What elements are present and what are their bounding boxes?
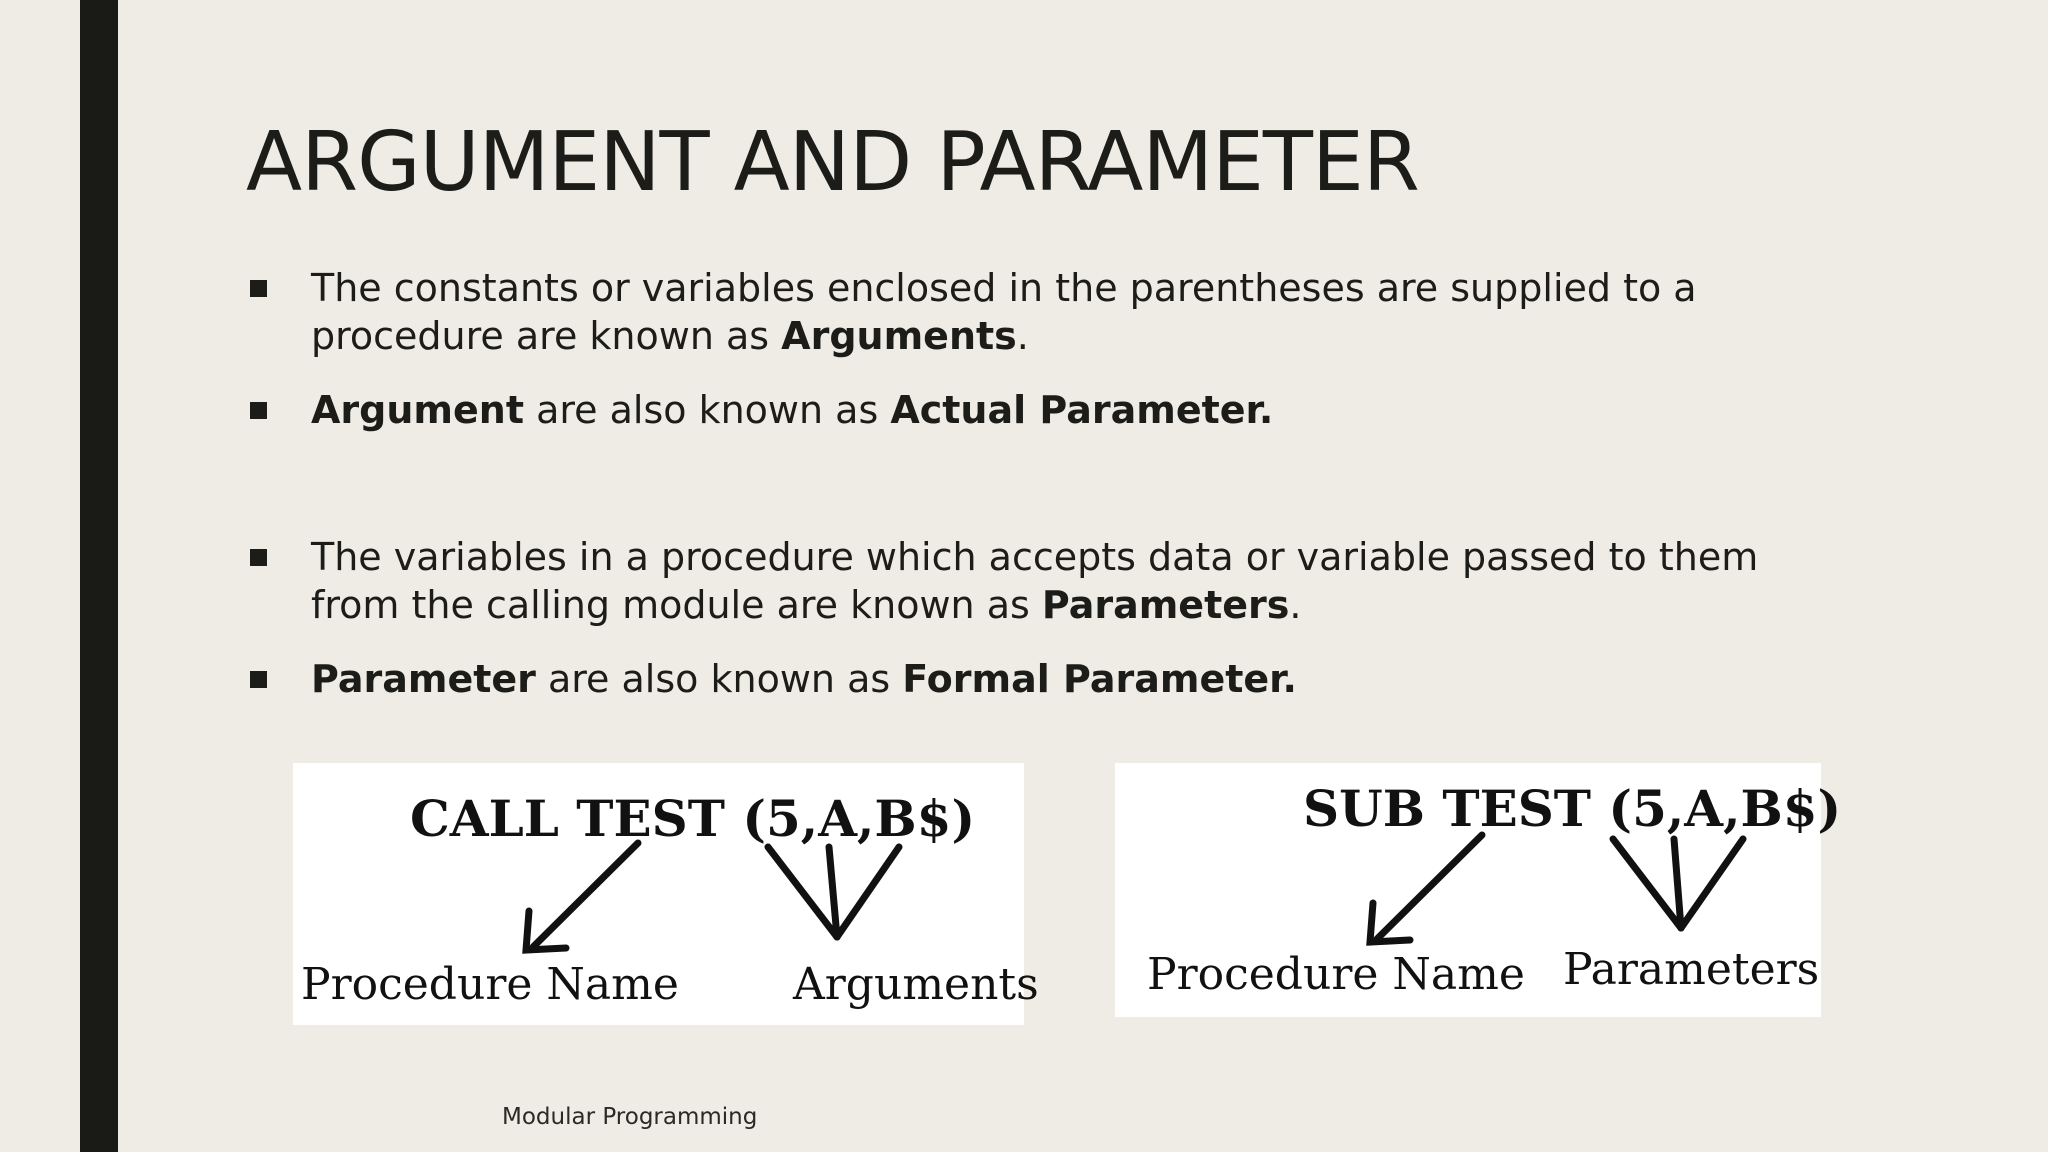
square-bullet-icon xyxy=(250,402,267,419)
bullet-text: Parameter are also known as Formal Parameter. xyxy=(311,657,1297,701)
bullet-text: The variables in a procedure which accepts data or variable passed to them from the calling module are known as Parameters. xyxy=(311,535,1759,627)
slide-side-bar xyxy=(80,0,118,1152)
arguments-label: Arguments xyxy=(793,959,1039,1010)
slide-title: ARGUMENT AND PARAMETER xyxy=(246,115,1419,210)
parameters-label: Parameters xyxy=(1563,944,1820,995)
square-bullet-icon xyxy=(250,549,267,566)
bullet-text: The constants or variables enclosed in the parentheses are supplied to a procedure are known as Arguments. xyxy=(311,266,1697,358)
square-bullet-icon xyxy=(250,280,267,297)
call-statement-diagram xyxy=(293,763,1039,1025)
procedure-name-label: Procedure Name xyxy=(301,959,679,1010)
bullet-text: Argument are also known as Actual Parameter. xyxy=(311,388,1274,432)
bullet-parameters-definition xyxy=(250,533,1830,629)
call-code-text: CALL TEST (5,A,B$) xyxy=(410,789,976,848)
bullet-arguments-definition xyxy=(250,264,1830,360)
square-bullet-icon xyxy=(250,671,267,688)
slide-footer: Modular Programming xyxy=(502,1104,758,1130)
sub-code-text: SUB TEST (5,A,B$) xyxy=(1303,779,1842,838)
bullet-argument-actual xyxy=(250,386,1830,434)
bullet-parameter-formal xyxy=(250,655,1830,703)
sub-statement-diagram xyxy=(1115,763,1842,1017)
procedure-name-label: Procedure Name xyxy=(1147,949,1525,1000)
